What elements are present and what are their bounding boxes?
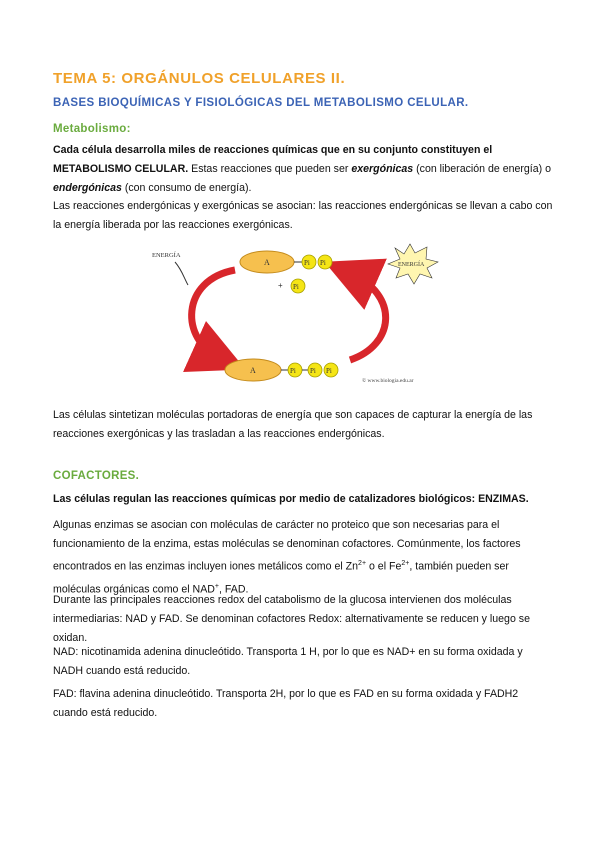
- nad-charge: +: [214, 582, 220, 590]
- cofactors-text: Algunas enzimas se asocian con moléculas de carácter no proteico que son necesarias para el funcionamiento de la enzima, estas moléculas se denominan cofactores. Comúnmente, los factores encontrados en las enzimas incluyen iones metálicos como el: [53, 519, 521, 573]
- zn-ion: Zn: [345, 560, 359, 573]
- molecule-a-top-label: A: [264, 258, 270, 267]
- energy-out-label: ENERGÍA: [398, 262, 425, 268]
- paragraph-coupling: Las reacciones endergónicas y exergónicas se asocian: las reacciones endergónicas se llevan a cabo con la energía liberada por las reacciones exergónicas.: [53, 200, 553, 231]
- molecule-a-bottom-label: A: [250, 366, 256, 375]
- svg-text:Pi: Pi: [293, 283, 299, 291]
- intro-lead: Cada célula desarrolla miles de reacciones químicas que en su conjunto constituyen el: [53, 144, 493, 156]
- page-title: TEMA 5: ORGÁNULOS CELULARES II.: [53, 70, 346, 87]
- paragraph-nad: NAD: nicotinamida adenina dinucleótido. Transporta 1 H, por lo que es NAD+ en su forma oxidada y NADH cuando está reducido.: [53, 646, 523, 677]
- svg-text:Pi: Pi: [310, 367, 316, 375]
- page-subtitle: BASES BIOQUÍMICAS Y FISIOLÓGICAS DEL METABOLISMO CELULAR.: [53, 97, 469, 109]
- svg-text:Pi: Pi: [326, 367, 332, 375]
- intro-exergonicas: exergónicas: [351, 163, 414, 175]
- cycle-arrow-right: [350, 273, 386, 360]
- paragraph-enzymes-bold: Las células regulan las reacciones químicas por medio de catalizadores biológicos: ENZIMAS.: [53, 493, 529, 505]
- svg-text:Pi: Pi: [290, 367, 296, 375]
- paragraph-atp-carriers: Las células sintetizan moléculas portadoras de energía que son capaces de capturar la energía de las reacciones exergónicas y las trasladan a las reacciones endergónicas.: [53, 409, 533, 440]
- svg-text:Pi: Pi: [320, 259, 326, 267]
- cofactors-organic: , también pueden ser moléculas orgánicas como el NAD: [53, 560, 509, 596]
- paragraph-cofactors: [53, 516, 553, 599]
- svg-text:Pi: Pi: [304, 259, 310, 267]
- paragraph-redox: Durante las principales reacciones redox del catabolismo de la glucosa intervienen dos moléculas intermediarias: NAD y FAD. Se denominan cofactores Redox: alternativamente se reducen y luego se oxidan.: [53, 594, 530, 644]
- atp-cycle-diagram: [140, 240, 460, 390]
- intro-term: METABOLISMO CELULAR.: [53, 163, 189, 175]
- intro-mid: Estas reacciones que pueden ser: [191, 163, 349, 175]
- cycle-arrow-left: [192, 270, 235, 358]
- section-heading-cofactores: COFACTORES.: [53, 470, 140, 482]
- or-word: o el: [366, 560, 389, 573]
- cofactors-end: , FAD.: [219, 583, 249, 596]
- intro-ender-note: (con consumo de energía).: [124, 182, 252, 194]
- section-heading-metabolismo: Metabolismo:: [53, 123, 131, 135]
- fe-charge: 2+: [401, 560, 410, 567]
- zn-charge: 2+: [358, 560, 367, 567]
- paragraph-intro: [53, 141, 553, 198]
- paragraph-fad: FAD: flavina adenina dinucleótido. Transporta 2H, por lo que es FAD en su forma oxidada y FADH2 cuando está reducido.: [53, 688, 519, 719]
- energy-in-label: ENERGÍA: [152, 252, 181, 259]
- plus-sign: +: [278, 281, 283, 290]
- energy-in-arrow: [175, 262, 188, 285]
- intro-exer-note: (con liberación de energía) o: [416, 163, 551, 175]
- fe-ion: Fe: [389, 560, 402, 573]
- diagram-credit: © www.biologia.edu.ar: [362, 378, 414, 384]
- intro-endergonicas: endergónicas: [53, 182, 122, 194]
